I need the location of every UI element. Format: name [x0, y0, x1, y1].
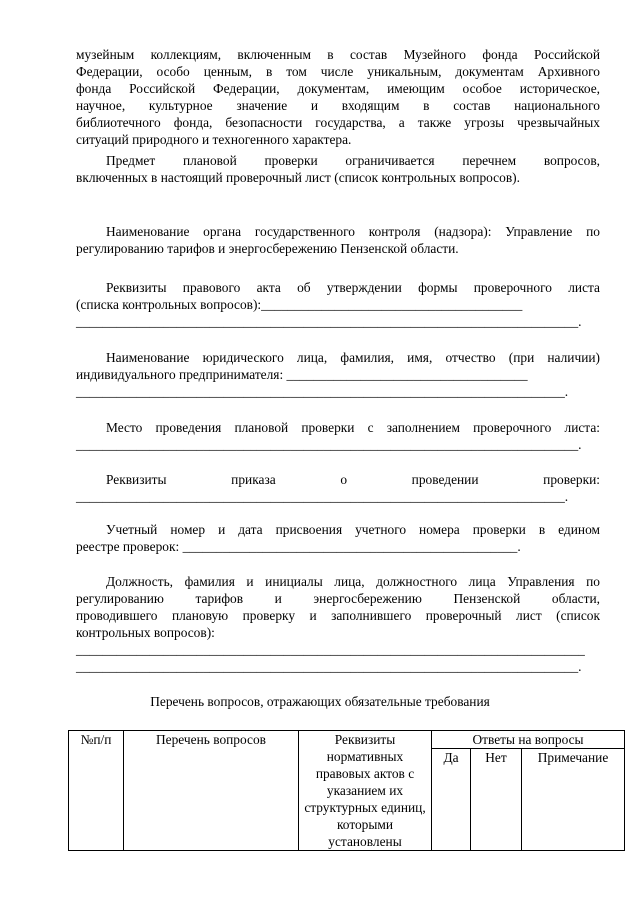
- legal-entity-field: [76, 349, 600, 400]
- text-line: Наименование органа государственного контроля (надзора): Управление по: [106, 224, 600, 239]
- fill-line: ___________________________________________________________________________.: [76, 437, 582, 452]
- fill-line: _________________________________________________________________________.: [76, 489, 569, 504]
- text-line: библиотечного фонда, безопасности государства, а также угрозы чрезвычайных: [76, 115, 600, 130]
- text-line: Федерации, особо ценным, в том числе уникальным, документам Архивного: [76, 64, 600, 79]
- text-line: музейным коллекциям, включенным в состав Музейного фонда Российской: [76, 47, 600, 62]
- text-line: регулированию тарифов и энергосбережению Пензенской области.: [76, 241, 459, 256]
- header-number: №п/п: [69, 731, 124, 851]
- fill-line: ___________________________________________________________________________.: [76, 659, 582, 674]
- text-line: проводившего плановую проверку и заполнившего проверочный лист (список: [76, 608, 600, 623]
- fill-line: ____________________________________________________________________________: [76, 642, 585, 657]
- text-line: включенных в настоящий проверочный лист (список контрольных вопросов).: [76, 170, 520, 185]
- subject-paragraph: [76, 152, 600, 186]
- header-answers: Ответы на вопросы: [432, 731, 625, 749]
- text-line: ситуаций природного и техногенного характера.: [76, 132, 352, 147]
- text-line: реестре проверок: __________________________________________________.: [76, 539, 521, 554]
- header-requisites: Реквизиты нормативных правовых актов с указанием их структурных единиц, которыми установлены: [299, 731, 432, 851]
- header-note: Примечание: [522, 749, 625, 851]
- place-field: [76, 419, 600, 453]
- text-line: Место проведения плановой проверки с заполнением проверочного листа:: [106, 420, 600, 435]
- registration-field: [76, 521, 600, 555]
- table-title: Перечень вопросов, отражающих обязательные требования: [150, 694, 490, 709]
- text-line: Реквизиты правового акта об утверждении формы проверочного листа: [106, 280, 600, 295]
- text-line: Реквизиты приказа о проведении проверки:: [106, 472, 600, 487]
- requisites-act-field: [76, 279, 600, 330]
- header-questions: Перечень вопросов: [124, 731, 299, 851]
- text-line: Учетный номер и дата присвоения учетного номера проверки в едином: [106, 522, 600, 537]
- text-line: контрольных вопросов):: [76, 625, 215, 640]
- requirements-table: [68, 730, 625, 851]
- order-field: [76, 471, 600, 505]
- header-no: Нет: [471, 749, 522, 851]
- text-line: Должность, фамилия и инициалы лица, должностного лица Управления по: [106, 574, 600, 589]
- fill-line: _________________________________________________________________________.: [76, 384, 569, 399]
- text-line: (списка контрольных вопросов):_______________________________________: [76, 297, 523, 312]
- text-line: Наименование юридического лица, фамилия, имя, отчество (при наличии): [106, 350, 600, 365]
- top-paragraph: [76, 46, 600, 148]
- text-line: научное, культурное значение и входящим в состав национального: [76, 98, 600, 113]
- text-line: фонда Российской Федерации, документам, имеющим особое историческое,: [76, 81, 600, 96]
- header-yes: Да: [432, 749, 471, 851]
- text-line: Предмет плановой проверки ограничивается перечнем вопросов,: [106, 153, 600, 168]
- authority-paragraph: [76, 223, 600, 257]
- fill-line: ___________________________________________________________________________.: [76, 314, 582, 329]
- official-field: [76, 573, 600, 675]
- text-line: индивидуального предпринимателя: ____________________________________: [76, 367, 528, 382]
- text-line: регулированию тарифов и энергосбережению Пензенской области,: [76, 591, 600, 606]
